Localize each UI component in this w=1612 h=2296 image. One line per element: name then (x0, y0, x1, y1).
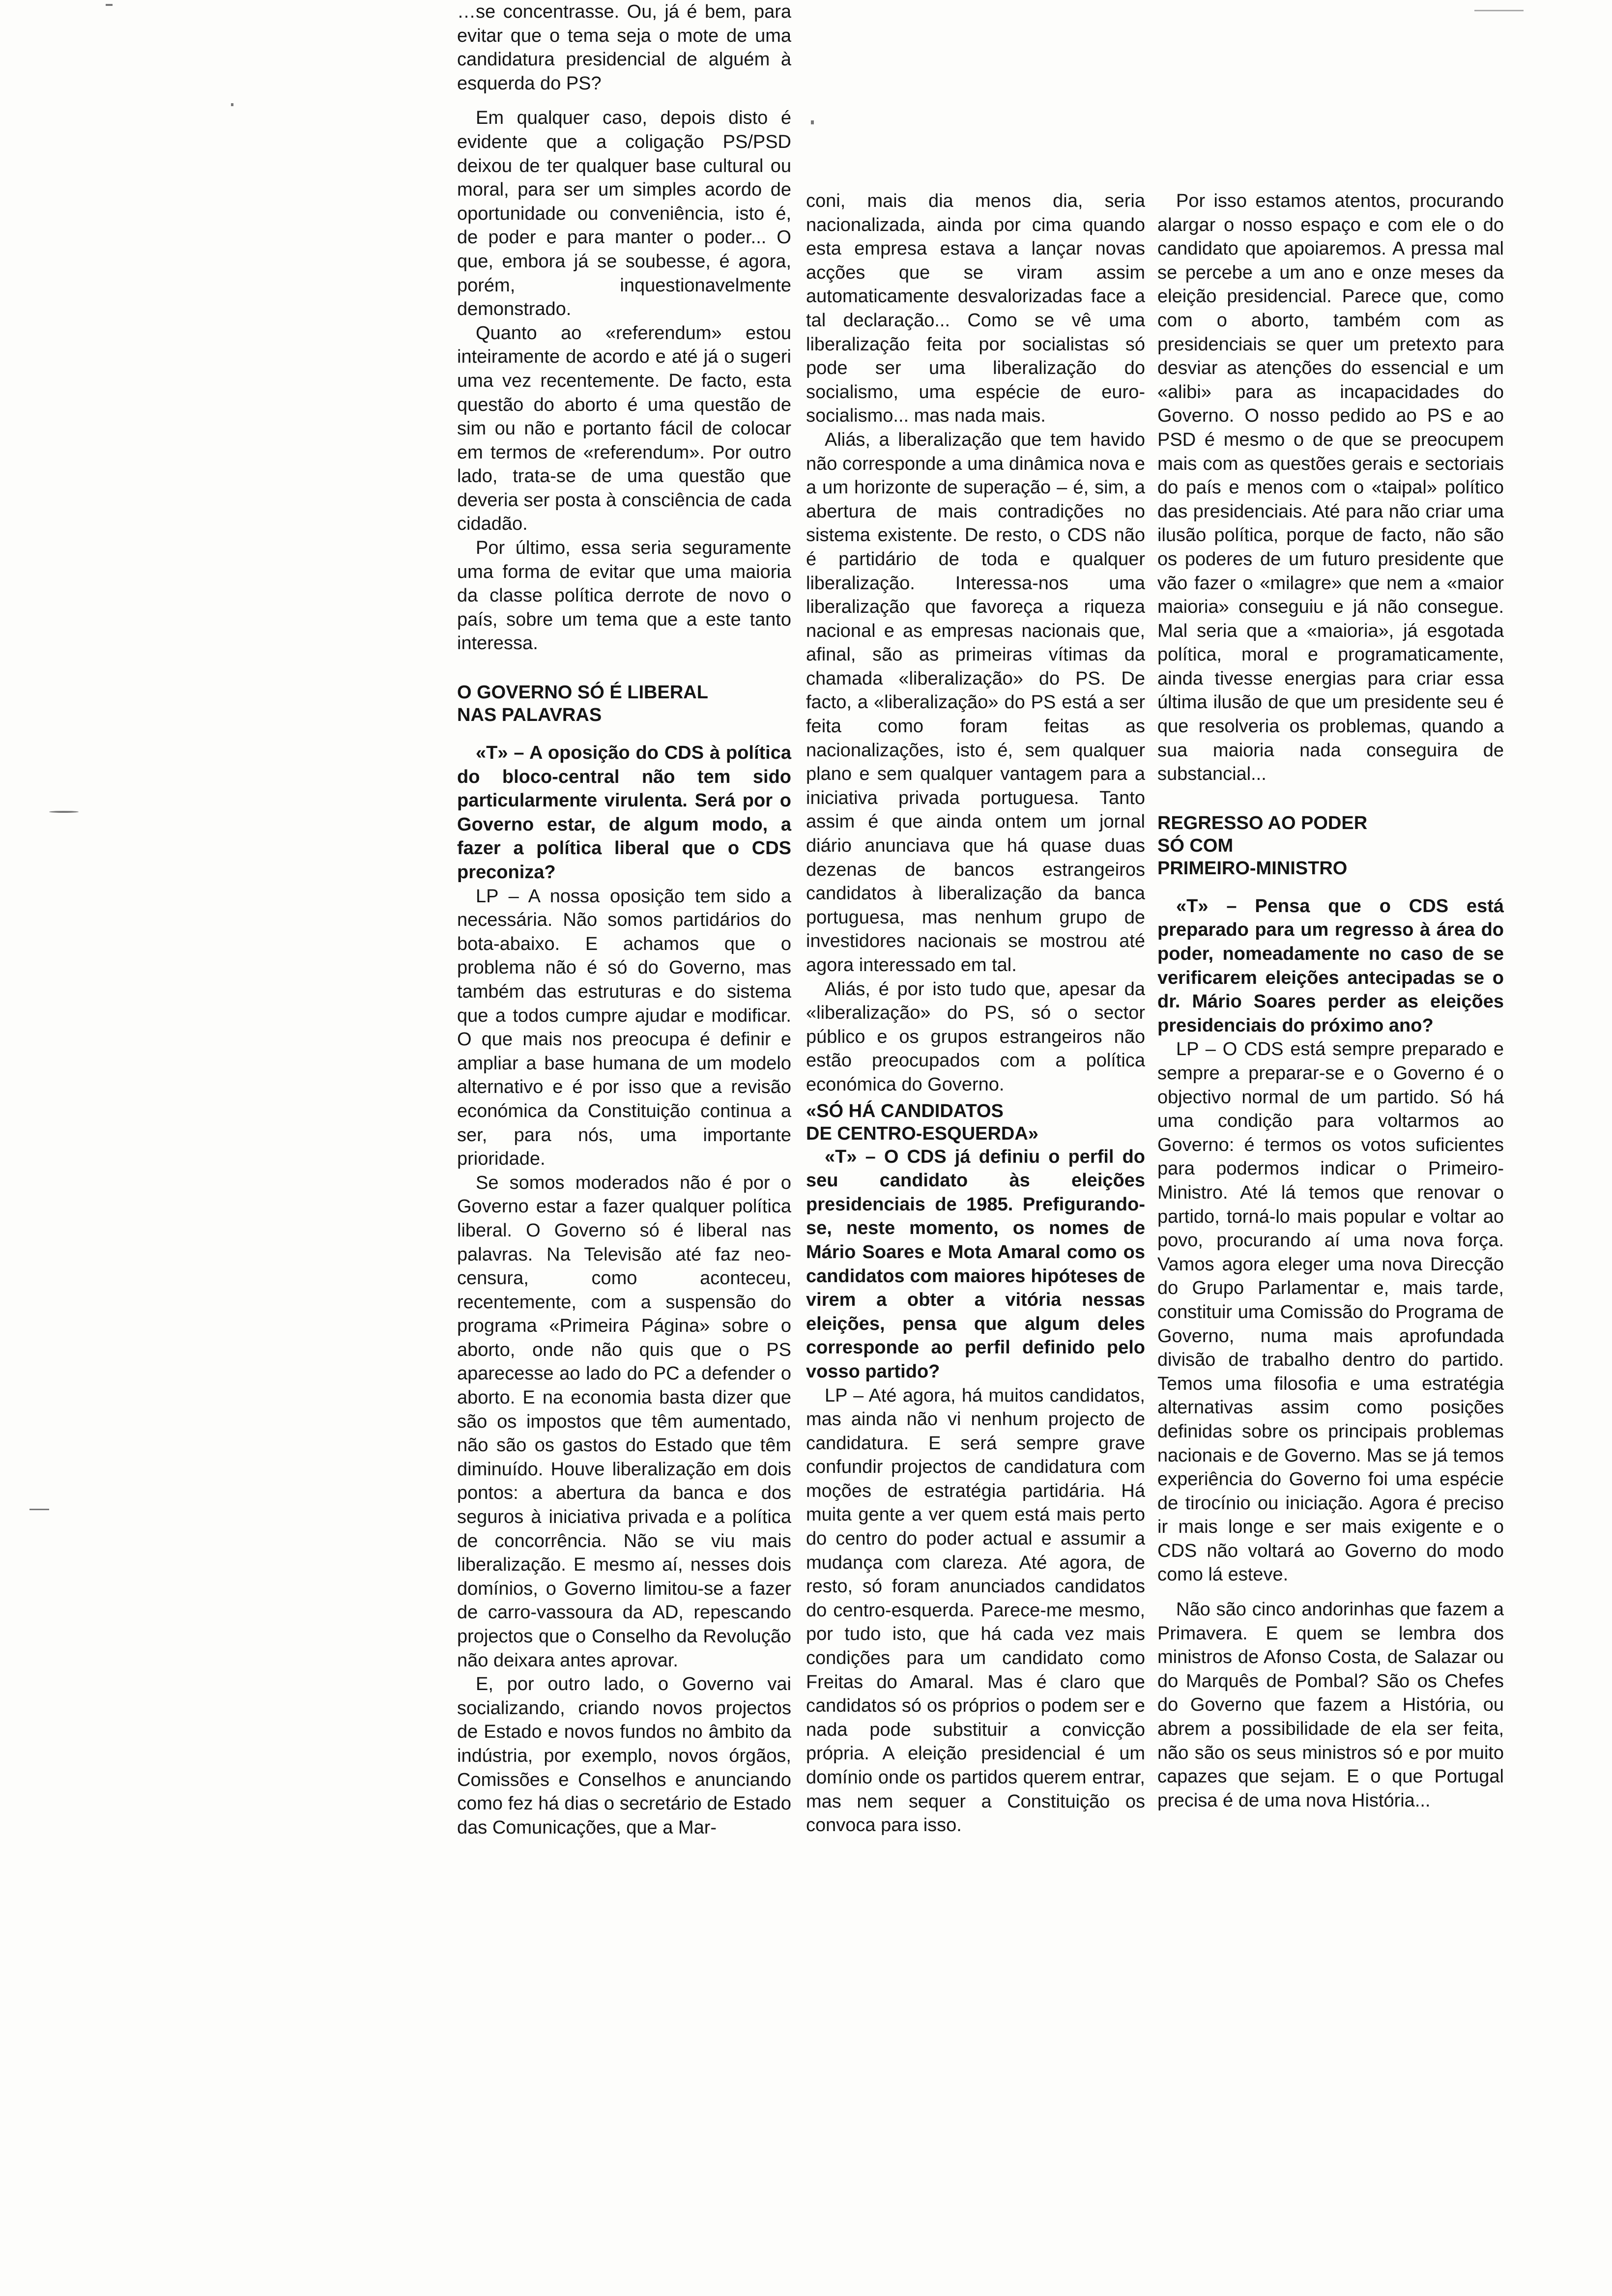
interview-question: «T» – Pensa que o CDS está preparado para um regresso à área do poder, nomeadamente no caso de se verificarem eleições antecipadas se o dr. Mário Soares perder as eleições presidenciais do próximo ano? (1157, 895, 1504, 1036)
interview-answer: LP – A nossa oposição tem sido a necessária. Não somos partidários do bota-abaixo. E achamos que o problema não é só do Governo, mas também das estruturas e do sistema que a todos cumpre ajudar e modificar. O que mais nos preocupa é definir e ampliar a base humana de um modelo alternativo e é por isso que a revisão económica da Constituição continua a ser, para nós, uma importante prioridade. (457, 886, 791, 1170)
paragraph: Por isso estamos atentos, procurando alargar o nosso espaço e com ele o do candidato que apoiaremos. A pressa mal se percebe a um ano e onze meses da eleição presidencial. Parece que, como com o aborto, também com as presidenciais se quer um pretexto para desviar as atenções do essencial e um «alibi» para as incapacidades do Governo. O nosso pedido ao PS e ao PSD é mesmo o de que se preocupem mais com as questões gerais e sectoriais do país e menos com o «taipal» político das presidenciais. Até para não criar uma ilusão política, porque de facto, não são os poderes de um futuro presidente que vão fazer o «milagre» que nem a «maior maioria» conseguiu e já não consegue. Mal seria que a «maioria», já esgotada política, moral e programaticamente, ainda tivesse energias para criar essa última ilusão de que um presidente seu é que resolveria os problemas, quando a sua maioria nada conseguira de substancial... (1157, 191, 1504, 785)
heading-line: DE CENTRO-ESQUERDA» (806, 1123, 1038, 1144)
column-2 (806, 189, 1145, 1837)
heading-line: REGRESSO AO PODER (1157, 812, 1368, 833)
heading-line: O GOVERNO SÓ É LIBERAL (457, 682, 708, 703)
paragraph: E, por outro lado, o Governo vai socializando, criando novos projectos de Estado e novos fundos no âmbito da indústria, por exemplo, novos órgãos, Comissões e Conselhos e anunciando como fez há dias o secretário de Estado das Comunicações, que a Mar- (457, 1674, 791, 1838)
interview-question: «T» – O CDS já definiu o perfil do seu candidato às eleições presidenciais de 1985. Prefigurando-se, neste momento, os nomes de Mário Soares e Mota Amaral como os candidatos com maiores hipóteses de virem a obter a vitória nessas eleições, pensa que algum deles corresponde ao perfil definido pelo vosso partido? (806, 1146, 1145, 1382)
paragraph: Não são cinco andorinhas que fazem a Primavera. E quem se lembra dos ministros de Afonso Costa, de Salazar ou do Marquês de Pombal? São os Chefes do Governo que fazem a História, ou abrem a possibilidade de ela ser feita, não são os seus ministros só e por muito capazes que sejam. E o que Portugal precisa é de uma nova História... (1157, 1599, 1504, 1811)
scan-mark (1474, 10, 1524, 11)
paragraph: Por último, essa seria seguramente uma forma de evitar que uma maioria da classe política derrote de novo o país, sobre um tema que a este tanto interessa. (457, 538, 791, 654)
interview-answer: LP – O CDS está sempre preparado e sempre a preparar-se e o Governo é o objectivo normal de um partido. Só há uma condição para voltarmos ao Governo: é termos os votos suficientes para podermos indicar o Primeiro-Ministro. Até lá temos que renovar o partido, torná-lo mais popular e voltar ao povo, procurando aí uma nova força. Vamos agora eleger uma nova Direcção do Grupo Parlamentar e, mais tarde, constituir uma Comissão do Programa de Governo, numa mais aprofundada divisão de trabalho dentro do partido. Temos uma filosofia e uma estratégia alternativas assim como posições definidas sobre os principais problemas nacionais e de Governo. Mas se já temos experiência do Governo foi uma espécie de tirocínio ou iniciação. Agora é preciso ir mais longe e ser mais exigente e o CDS não voltará ao Governo do modo como lá esteve. (1157, 1039, 1504, 1585)
section-heading (1157, 812, 1504, 880)
section-heading (457, 681, 791, 726)
heading-line: PRIMEIRO-MINISTRO (1157, 858, 1348, 879)
top-fragment: …se concentrasse. Ou, já é bem, para evitar que o tema seja o mote de uma candidatura presidencial de alguém à esquerda do PS? (457, 1, 791, 94)
heading-line: «SÓ HÁ CANDIDATOS (806, 1100, 1004, 1121)
section-heading (806, 1100, 1145, 1145)
interview-question: «T» – A oposição do CDS à política do bloco-central não tem sido particularmente virulenta. Será por o Governo estar, de algum modo, a fazer a política liberal que o CDS preconiza? (457, 743, 791, 883)
column-1 (457, 0, 791, 1839)
paragraph: Aliás, é por isto tudo que, apesar da «liberalização» do PS, só o sector público e os grupos estrangeiros não estão preocupados com a política económica do Governo. (806, 978, 1145, 1095)
scan-mark (49, 811, 79, 813)
heading-line: SÓ COM (1157, 835, 1234, 856)
scan-mark (29, 1509, 49, 1510)
paragraph: Aliás, a liberalização que tem havido não corresponde a uma dinâmica nova e a um horizonte de superação – é, sim, a abertura de mais contradições no sistema existente. De resto, o CDS não é partidário de toda e qualquer liberalização. Interessa-nos uma liberalização que favoreça a riqueza nacional e as empresas nacionais que, afinal, são as primeiras vítimas da chamada «liberalização» do PS. De facto, a «liberalização» do PS está a ser feita como foram feitas as nacionalizações, isto é, sem qualquer plano e sem qualquer vantagem para a iniciativa privada portuguesa. Tanto assim é que ainda ontem um jornal diário anunciava que há quase duas dezenas de bancos estrangeiros candidatos à liberalização da banca portuguesa, mas nenhum grupo de investidores nacionais se mostrou até agora interessado em tal. (806, 429, 1145, 976)
column-3 (1157, 189, 1504, 1812)
paragraph: Se somos moderados não é por o Governo estar a fazer qualquer política liberal. O Governo só é liberal nas palavras. Na Televisão até faz neo-censura, como aconteceu, recentemente, com a suspensão do programa «Primeira Página» sobre o aborto, onde não quis que o PS aparecesse ao lado do PC a defender o aborto. E na economia basta dizer que são os impostos que têm aumentado, não são os gastos do Estado que têm diminuído. Houve liberalização em dois pontos: a abertura da banca e dos seguros à iniciativa privada e a política de concorrência. Não se viu mais liberalização. E mesmo aí, nesses dois domínios, o Governo limitou-se a fazer de carro-vassoura da AD, repescando projectos que o Conselho da Revolução não deixara antes aprovar. (457, 1172, 791, 1671)
paragraph: Quanto ao «referendum» estou inteiramente de acordo e até já o sugeri uma vez recentemente. De facto, esta questão do aborto é uma questão de sim ou não e portanto fácil de colocar em termos de «referendum». Por outro lado, trata-se de uma questão que deveria ser posta à consciência de cada cidadão. (457, 322, 791, 535)
interview-answer: LP – Até agora, há muitos candidatos, mas ainda não vi nenhum projecto de candidatura. E será sempre grave confundir projectos de candidatura com moções de estratégia partidária. Há muita gente a ver quem está mais perto do centro do poder actual e assumir a mudança com clareza. Até agora, de resto, só foram anunciados candidatos do centro-esquerda. Parece-me mesmo, por tudo isto, que há cada vez mais condições para um candidato como Freitas do Amaral. Mas é claro que candidatos só os próprios o podem ser e nada pode substituir a convicção própria. A eleição presidencial é um domínio onde os partidos querem entrar, mas nem sequer a Constituição os convoca para isso. (806, 1385, 1145, 1836)
scan-mark (106, 4, 113, 6)
paragraph: coni, mais dia menos dia, seria nacionalizada, ainda por cima quando esta empresa estava a lançar novas acções que se viram assim automaticamente desvalorizadas face a tal declaração... Como se vê uma liberalização feita por socialistas só pode ser uma liberalização do socialismo, uma espécie de euro-socialismo... mas nada mais. (806, 191, 1145, 427)
scan-mark (231, 103, 233, 106)
paragraph: Em qualquer caso, depois disto é evidente que a coligação PS/PSD deixou de ter qualquer base cultural ou moral, para ser um simples acordo de oportunidade ou conveniência, isto é, de poder e para manter o poder... O que, embora já se soubesse, é agora, porém, inquestionavelmente demonstrado. (457, 108, 791, 320)
heading-line: NAS PALAVRAS (457, 705, 602, 726)
scan-mark (811, 120, 814, 124)
